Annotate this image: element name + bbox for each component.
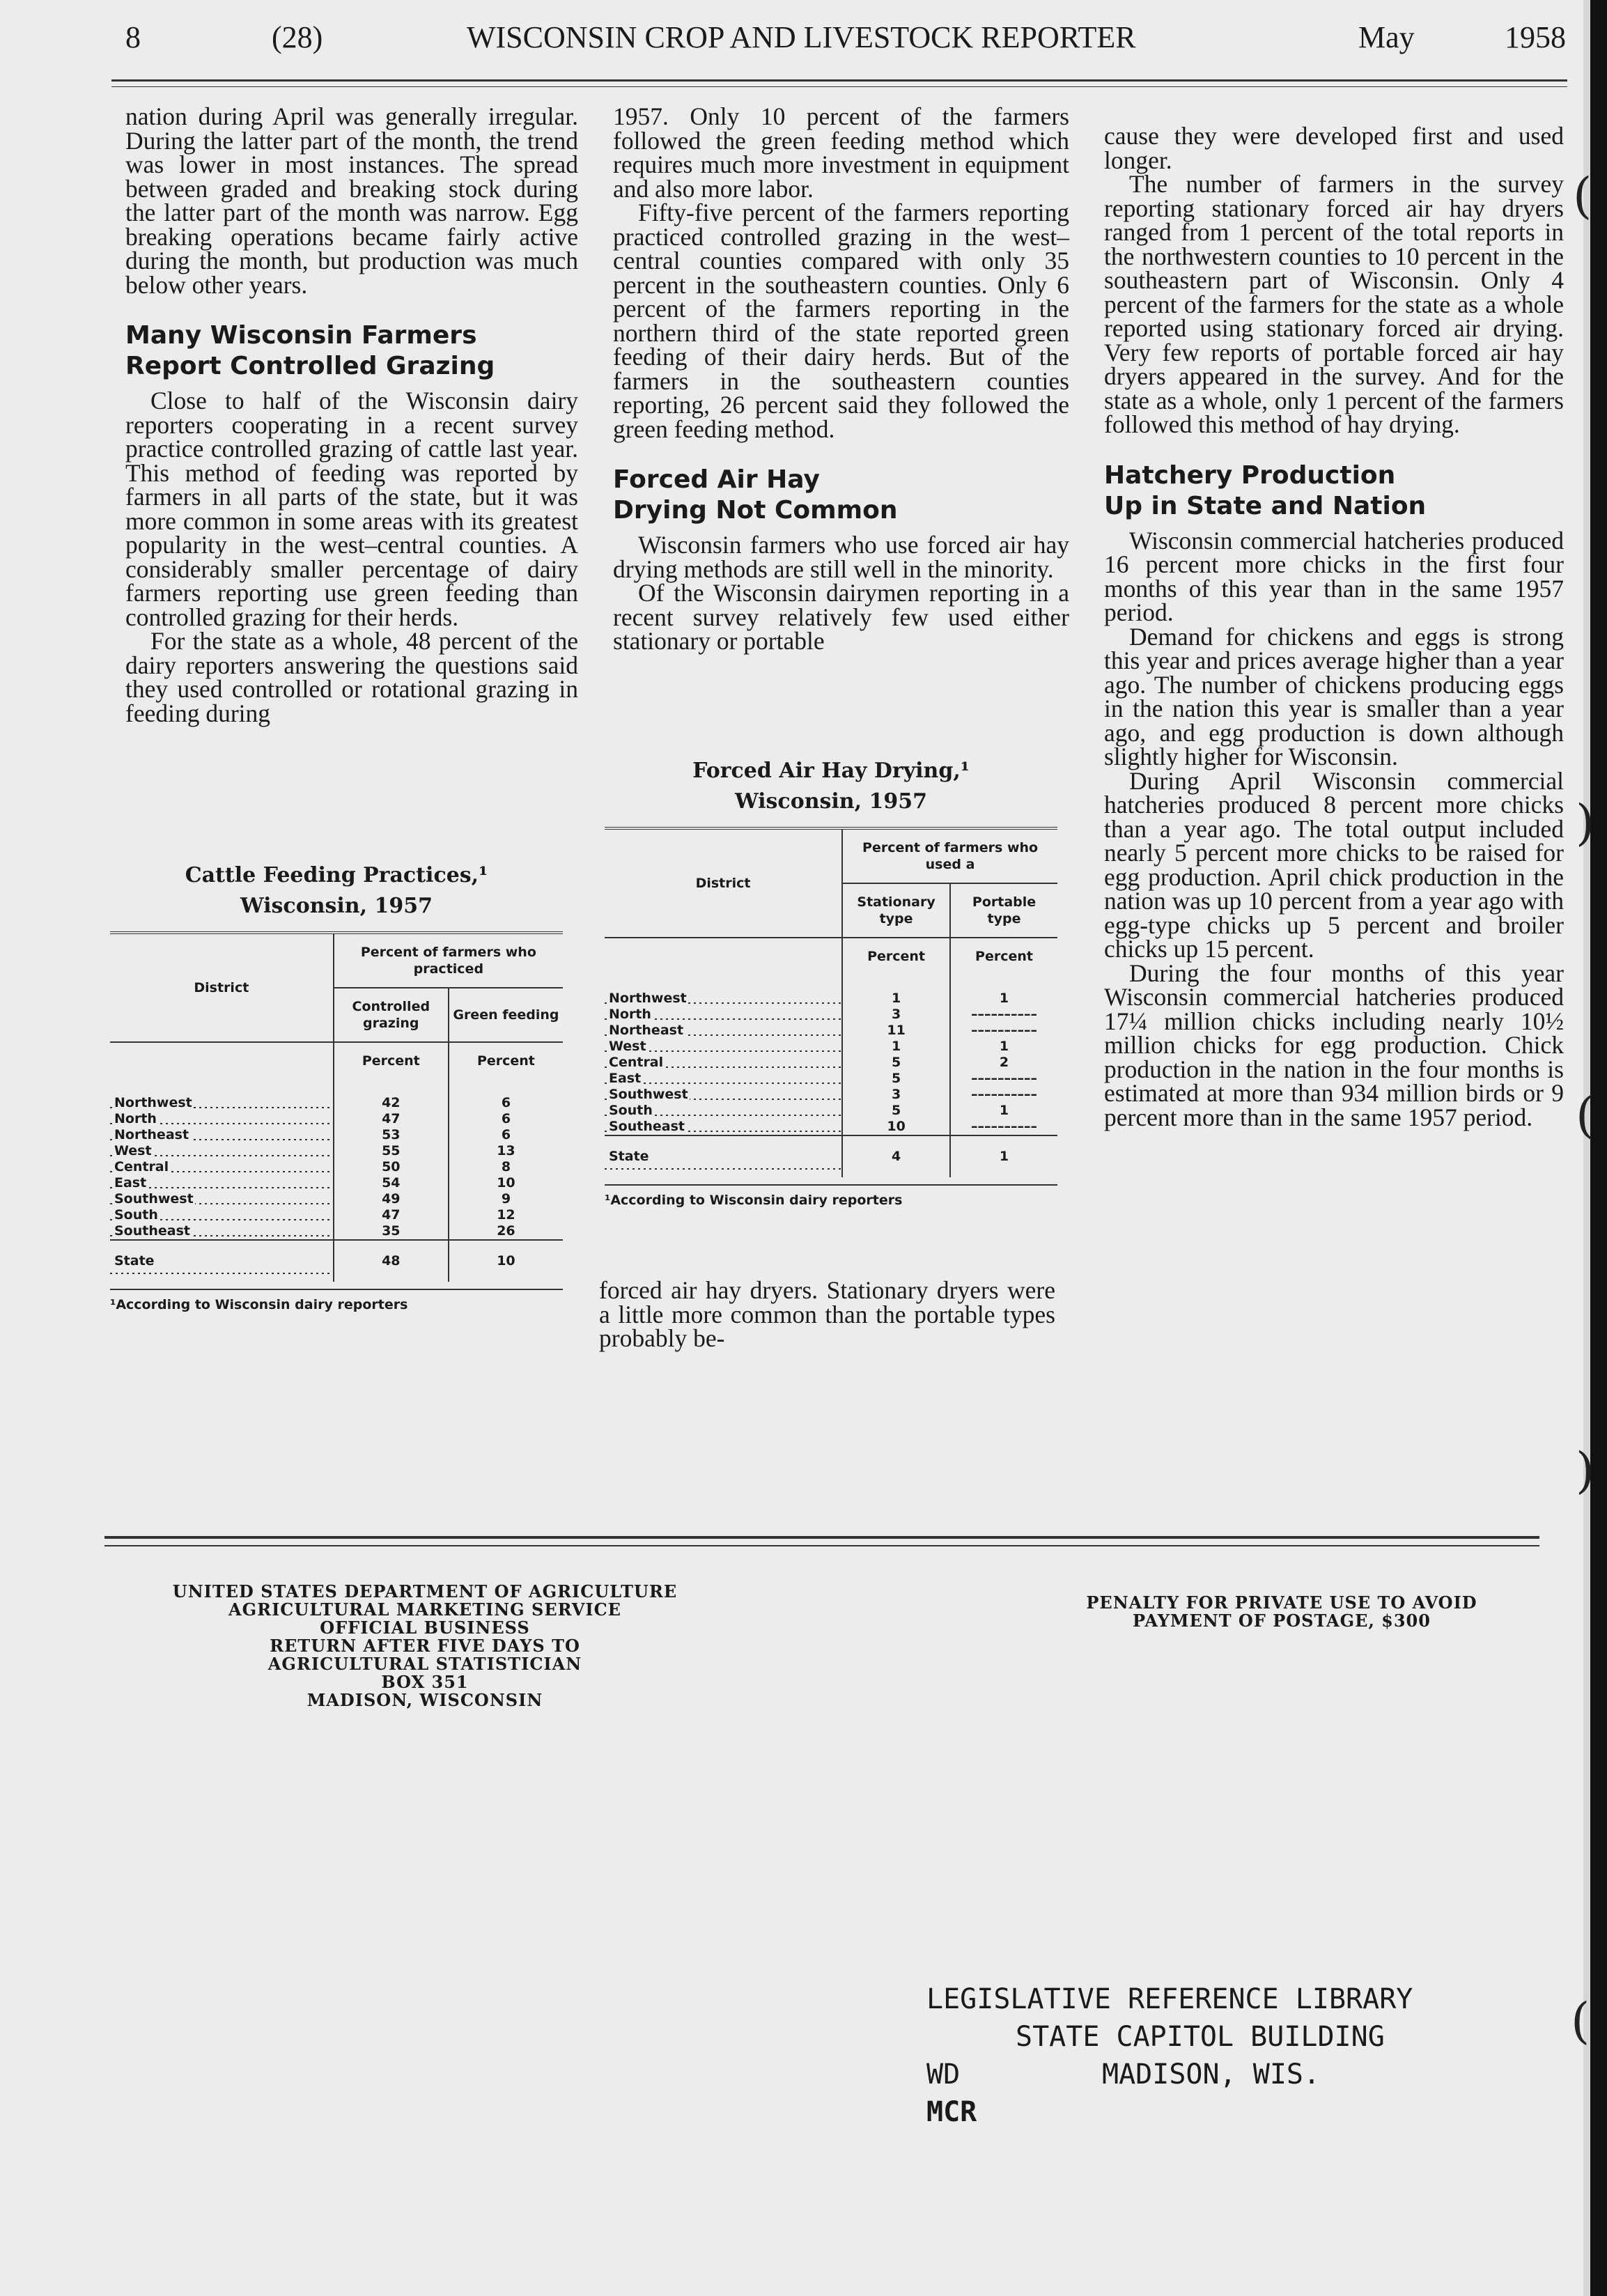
value-cell: 26 xyxy=(449,1223,563,1240)
units-spacer xyxy=(605,938,842,975)
column-3 xyxy=(1104,124,1564,1129)
value-cell: 49 xyxy=(334,1191,449,1207)
table-title-line-2: Wisconsin, 1957 xyxy=(240,894,433,918)
value-cell: 1 xyxy=(950,1135,1057,1177)
mailer-return-address xyxy=(104,1583,745,1709)
value-cell: 4 xyxy=(842,1135,950,1177)
binder-punch-mark: ( xyxy=(1576,1087,1595,1144)
mailer-line: PAYMENT OF POSTAGE, $300 xyxy=(1133,1611,1431,1631)
issue-number: (28) xyxy=(272,20,323,54)
binder-punch-mark: ( xyxy=(1571,1992,1590,2049)
district-cell: South xyxy=(605,1103,842,1119)
units-spacer xyxy=(110,1042,334,1079)
binder-punch-mark: ( xyxy=(1573,167,1592,224)
table-row xyxy=(605,1103,1057,1119)
paragraph: cause they were developed first and used longer. xyxy=(1104,122,1564,174)
column-header-group: Percent of farmers who used a xyxy=(842,830,1057,883)
table-title xyxy=(110,860,563,922)
header-rule-thin xyxy=(111,86,1567,87)
value-cell: 35 xyxy=(334,1223,449,1240)
value-cell: 2 xyxy=(950,1055,1057,1071)
value-cell: –––––––––– xyxy=(950,1119,1057,1135)
value-cell: 6 xyxy=(449,1095,563,1111)
column-header-district: District xyxy=(194,980,249,995)
page-header xyxy=(118,20,1574,61)
table-row xyxy=(605,1087,1057,1103)
district-cell: Southwest xyxy=(605,1087,842,1103)
heading-line-2: Up in State and Nation xyxy=(1104,491,1427,520)
table-bottom-rule xyxy=(605,1184,1057,1186)
column-1 xyxy=(125,104,578,725)
value-cell: 6 xyxy=(449,1127,563,1143)
district-cell: North xyxy=(110,1111,334,1127)
binder-punch-mark: ) xyxy=(1576,794,1595,851)
column-header-green: Green feeding xyxy=(449,988,563,1042)
value-cell: –––––––––– xyxy=(950,1087,1057,1103)
value-cell: 5 xyxy=(842,1071,950,1087)
paragraph: Demand for chickens and eggs is strong this year and prices average higher than a year ago. The number of chickens producing eggs in the nation this year is smaller than a year ago, and egg production is down although slightly higher for Wisconsin. xyxy=(1104,622,1564,770)
table-row xyxy=(110,1127,563,1143)
paragraph: 1957. Only 10 percent of the farmers followed the green feeding method which requires much more investment in equipment and also more labor. xyxy=(613,102,1069,203)
mailer-line: AGRICULTURAL STATISTICIAN xyxy=(267,1654,582,1674)
issue-month: May xyxy=(1358,20,1415,54)
mailer-postage-notice xyxy=(1017,1594,1546,1630)
heading-line-2: Report Controlled Grazing xyxy=(125,352,495,380)
value-cell: 47 xyxy=(334,1111,449,1127)
mailer-line: UNITED STATES DEPARTMENT OF AGRICULTURE xyxy=(172,1581,678,1601)
value-cell: 1 xyxy=(950,1103,1057,1119)
value-cell: 3 xyxy=(842,1007,950,1023)
mailer-rule-thin xyxy=(104,1545,1539,1546)
table-row xyxy=(110,1111,563,1127)
value-cell: 1 xyxy=(950,991,1057,1007)
table-cattle-feeding xyxy=(110,860,563,1312)
unit-label: Percent xyxy=(842,938,950,975)
publication-title: WISCONSIN CROP AND LIVESTOCK REPORTER xyxy=(467,20,1136,54)
district-cell: East xyxy=(110,1175,334,1191)
paragraph: For the state as a whole, 48 percent of the dairy reporters answering the questions said they used controlled or rotational grazing in feeding during xyxy=(125,627,578,727)
page-edge-shadow xyxy=(1583,0,1590,2296)
unit-label: Percent xyxy=(334,1042,449,1079)
mailer-line: PENALTY FOR PRIVATE USE TO AVOID xyxy=(1086,1592,1477,1613)
table-row xyxy=(605,1119,1057,1135)
table-forced-air-hay-drying xyxy=(605,756,1057,1208)
header-rule xyxy=(111,79,1567,82)
table-row xyxy=(110,1207,563,1223)
table-row xyxy=(110,1143,563,1159)
table-row xyxy=(110,1191,563,1207)
paragraph: Wisconsin farmers who use forced air hay drying methods are still well in the minority. xyxy=(613,531,1069,583)
value-cell: 5 xyxy=(842,1055,950,1071)
column-header-stationary: Stationary type xyxy=(842,883,950,938)
paragraph: During the four months of this year Wisconsin commercial hatcheries produced 17¼ million chicks including nearly 10½ million chicks for egg production. Chick production in the nation in the four months is estimated at more than 934 million birds or 9 percent more than in the same 1957 period. xyxy=(1104,959,1564,1131)
district-cell: Northwest xyxy=(110,1095,334,1111)
heading-line-1: Hatchery Production xyxy=(1104,460,1396,490)
mailer-rule xyxy=(104,1536,1539,1539)
value-cell: 54 xyxy=(334,1175,449,1191)
district-cell: Southeast xyxy=(605,1119,842,1135)
paragraph: The number of farmers in the survey reporting stationary forced air hay dryers ranged from 1 percent of the total reports in the northwestern counties to 10 percent in the southeastern part of Wisconsin. Only 4 percent of the farmers for the state as a whole reported using stationary forced air drying. Very few reports of portable forced air hay dryers appeared in the survey. And for the state as a whole, only 1 percent of the farmers followed this method of hay drying. xyxy=(1104,170,1564,438)
table-row xyxy=(605,1007,1057,1023)
district-cell: Northwest xyxy=(605,991,842,1007)
value-cell: 10 xyxy=(842,1119,950,1135)
district-cell: Central xyxy=(110,1159,334,1175)
value-cell: 53 xyxy=(334,1127,449,1143)
district-cell: West xyxy=(110,1143,334,1159)
column-header-group: Percent of farmers who practiced xyxy=(334,934,563,988)
column-header-controlled: Controlled grazing xyxy=(334,988,449,1042)
table-row xyxy=(605,1023,1057,1039)
district-cell: Northeast xyxy=(605,1023,842,1039)
table-title-line-1: Cattle Feeding Practices,¹ xyxy=(185,863,488,887)
address-code-2: MCR xyxy=(926,2096,977,2128)
value-cell: 1 xyxy=(950,1039,1057,1055)
paragraph: Wisconsin commercial hatcheries produced 16 percent more chicks in the first four months of this year than in the same 1957 period. xyxy=(1104,526,1564,626)
table-title-line-2: Wisconsin, 1957 xyxy=(734,789,928,814)
value-cell: –––––––––– xyxy=(950,1071,1057,1087)
value-cell: –––––––––– xyxy=(950,1023,1057,1039)
value-cell: 3 xyxy=(842,1087,950,1103)
value-cell: 50 xyxy=(334,1159,449,1175)
mailer-line: MADISON, WISCONSIN xyxy=(306,1690,543,1710)
table-row xyxy=(110,1095,563,1111)
table-row-state xyxy=(605,1135,1057,1177)
mailer-line: AGRICULTURAL MARKETING SERVICE xyxy=(228,1599,621,1620)
heading-line-2: Drying Not Common xyxy=(613,496,898,525)
value-cell: 48 xyxy=(334,1240,449,1282)
district-cell: Southeast xyxy=(110,1223,334,1240)
column-2 xyxy=(613,104,1069,653)
column-2-continued xyxy=(599,1278,1055,1351)
binder-punch-mark: ) xyxy=(1576,1442,1595,1499)
paragraph: Fifty-five percent of the farmers reporting practiced controlled grazing in the west–central counties compared with only 35 percent in the southeastern counties. Only 6 percent of the farmers reporting in the northern third of the state reported green feeding of their dairy herds. But of the farmers in the southeastern counties reporting, 26 percent said they followed the green feeding method. xyxy=(613,199,1069,443)
article-continuation: nation during April was generally irregular. During the latter part of the month, the trend was lower in most instances. The spread between graded and breaking stock during the latter part of the month was narrow. Egg breaking operations became fairly active during the month, but production was much below other years. xyxy=(125,102,578,299)
district-cell: East xyxy=(605,1071,842,1087)
value-cell: 13 xyxy=(449,1143,563,1159)
column-header-district: District xyxy=(695,876,751,891)
issue-year: 1958 xyxy=(1505,20,1566,54)
table-row xyxy=(605,1039,1057,1055)
district-cell: Central xyxy=(605,1055,842,1071)
unit-label: Percent xyxy=(449,1042,563,1079)
mailer-line: BOX 351 xyxy=(381,1672,469,1692)
table-row xyxy=(605,991,1057,1007)
column-header-portable: Portable type xyxy=(950,883,1057,938)
heading-line-1: Forced Air Hay xyxy=(613,465,820,494)
value-cell: 12 xyxy=(449,1207,563,1223)
table-row xyxy=(110,1223,563,1240)
value-cell: 6 xyxy=(449,1111,563,1127)
page-number: 8 xyxy=(125,20,141,54)
mailer-line: OFFICIAL BUSINESS xyxy=(320,1618,530,1638)
table-row xyxy=(605,1071,1057,1087)
heading-line-1: Many Wisconsin Farmers xyxy=(125,321,477,350)
article-heading-hatchery xyxy=(1104,460,1564,522)
district-cell: South xyxy=(110,1207,334,1223)
table-row xyxy=(605,1055,1057,1071)
table-title-line-1: Forced Air Hay Drying,¹ xyxy=(692,759,970,783)
value-cell: –––––––––– xyxy=(950,1007,1057,1023)
table-row xyxy=(110,1175,563,1191)
page-edge-border xyxy=(1590,0,1607,2296)
value-cell: 47 xyxy=(334,1207,449,1223)
paragraph: Of the Wisconsin dairymen reporting in a recent survey relatively few used either stationary or portable xyxy=(613,579,1069,655)
value-cell: 5 xyxy=(842,1103,950,1119)
paragraph: Close to half of the Wisconsin dairy reporters cooperating in a recent survey practice controlled grazing of cattle last year. This method of feeding was reported by farmers in all parts of the state, but it was more common in some areas with its greatest popularity in the west–central counties. A considerably smaller percentage of dairy farmers reporting use green feeding than controlled grazing for their herds. xyxy=(125,387,578,631)
address-line-building: STATE CAPITOL BUILDING xyxy=(1016,2021,1385,2053)
table-footnote: ¹According to Wisconsin dairy reporters xyxy=(110,1297,408,1312)
district-cell: West xyxy=(605,1039,842,1055)
unit-label: Percent xyxy=(950,938,1057,975)
table-title xyxy=(605,756,1057,817)
district-cell: Southwest xyxy=(110,1191,334,1207)
address-line-city: MADISON, WIS. xyxy=(1102,2058,1321,2091)
value-cell: 42 xyxy=(334,1095,449,1111)
value-cell: 8 xyxy=(449,1159,563,1175)
value-cell: 11 xyxy=(842,1023,950,1039)
district-cell: North xyxy=(605,1007,842,1023)
value-cell: 1 xyxy=(842,1039,950,1055)
district-cell: State xyxy=(605,1135,842,1177)
paragraph: forced air hay dryers. Stationary dryers were a little more common than the portable types probably be- xyxy=(599,1276,1055,1352)
article-heading-hay-drying xyxy=(613,465,1069,526)
mailer-line: RETURN AFTER FIVE DAYS TO xyxy=(270,1636,580,1656)
district-cell: State xyxy=(110,1240,334,1282)
table-row-state xyxy=(110,1240,563,1282)
address-code-1: WD xyxy=(926,2058,961,2091)
value-cell: 10 xyxy=(449,1240,563,1282)
table-footnote: ¹According to Wisconsin dairy reporters xyxy=(605,1193,903,1208)
table-row xyxy=(110,1159,563,1175)
article-heading-grazing xyxy=(125,320,578,382)
paragraph: During April Wisconsin commercial hatcheries produced 8 percent more chicks than a year ago. The total output included nearly 5 percent more chicks to be raised for egg production. April chick production in the nation was up 10 percent from a year ago with egg-type chicks up 5 percent and broiler chicks up 15 percent. xyxy=(1104,766,1564,963)
value-cell: 10 xyxy=(449,1175,563,1191)
value-cell: 1 xyxy=(842,991,950,1007)
table-bottom-rule xyxy=(110,1289,563,1290)
address-line-library: LEGISLATIVE REFERENCE LIBRARY xyxy=(926,1983,1413,2015)
value-cell: 9 xyxy=(449,1191,563,1207)
district-cell: Northeast xyxy=(110,1127,334,1143)
value-cell: 55 xyxy=(334,1143,449,1159)
